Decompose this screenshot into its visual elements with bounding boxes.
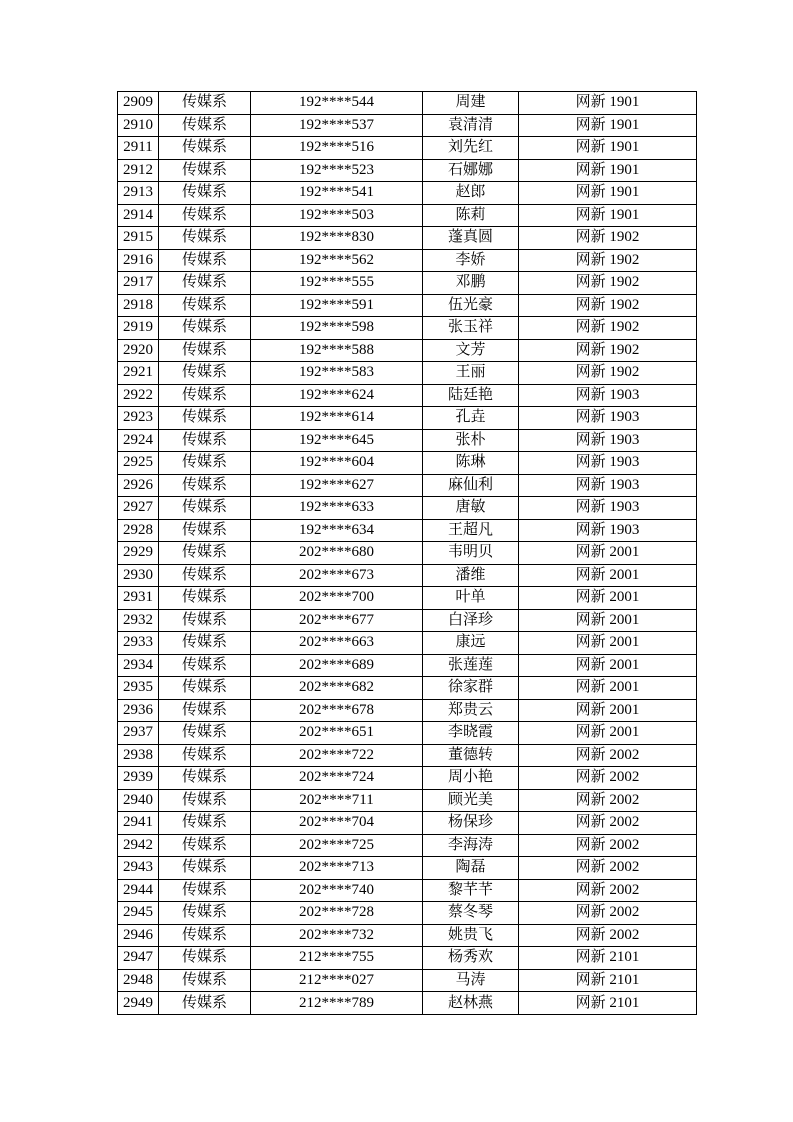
cell-no: 2929 (118, 542, 159, 565)
table-row (118, 249, 697, 272)
cell-class: 网新 2001 (519, 699, 697, 722)
cell-no: 2916 (118, 249, 159, 272)
cell-dept: 传媒系 (159, 159, 251, 182)
student-roster-table (117, 91, 697, 1015)
cell-name: 张莲莲 (423, 654, 519, 677)
cell-dept: 传媒系 (159, 317, 251, 340)
cell-no: 2921 (118, 362, 159, 385)
cell-dept: 传媒系 (159, 204, 251, 227)
table-row (118, 429, 697, 452)
cell-no: 2933 (118, 632, 159, 655)
table-row (118, 92, 697, 115)
cell-no: 2946 (118, 924, 159, 947)
cell-name: 邓鹏 (423, 272, 519, 295)
cell-name: 李晓霞 (423, 722, 519, 745)
cell-name: 王丽 (423, 362, 519, 385)
table-row (118, 992, 697, 1015)
cell-dept: 传媒系 (159, 407, 251, 430)
cell-name: 潘维 (423, 564, 519, 587)
cell-id: 202****651 (251, 722, 423, 745)
cell-id: 192****544 (251, 92, 423, 115)
table-row (118, 362, 697, 385)
cell-id: 212****027 (251, 969, 423, 992)
cell-name: 董德转 (423, 744, 519, 767)
cell-no: 2913 (118, 182, 159, 205)
cell-no: 2914 (118, 204, 159, 227)
cell-name: 康远 (423, 632, 519, 655)
cell-class: 网新 2101 (519, 969, 697, 992)
cell-class: 网新 2001 (519, 609, 697, 632)
cell-name: 孔垚 (423, 407, 519, 430)
table-row (118, 497, 697, 520)
cell-class: 网新 2002 (519, 767, 697, 790)
cell-dept: 传媒系 (159, 632, 251, 655)
cell-id: 192****583 (251, 362, 423, 385)
table-row (118, 407, 697, 430)
cell-id: 212****755 (251, 947, 423, 970)
cell-dept: 传媒系 (159, 587, 251, 610)
cell-name: 蔡冬琴 (423, 902, 519, 925)
cell-id: 192****588 (251, 339, 423, 362)
cell-no: 2934 (118, 654, 159, 677)
cell-class: 网新 1903 (519, 497, 697, 520)
cell-name: 徐家群 (423, 677, 519, 700)
cell-id: 192****614 (251, 407, 423, 430)
cell-name: 唐敏 (423, 497, 519, 520)
cell-class: 网新 1902 (519, 339, 697, 362)
table-row (118, 294, 697, 317)
cell-id: 202****680 (251, 542, 423, 565)
cell-dept: 传媒系 (159, 384, 251, 407)
cell-no: 2932 (118, 609, 159, 632)
cell-name: 叶单 (423, 587, 519, 610)
cell-no: 2928 (118, 519, 159, 542)
cell-class: 网新 1902 (519, 317, 697, 340)
cell-no: 2942 (118, 834, 159, 857)
cell-id: 202****713 (251, 857, 423, 880)
cell-name: 李娇 (423, 249, 519, 272)
cell-id: 192****830 (251, 227, 423, 250)
cell-name: 陶磊 (423, 857, 519, 880)
cell-no: 2931 (118, 587, 159, 610)
table-row (118, 902, 697, 925)
cell-id: 192****537 (251, 114, 423, 137)
table-row (118, 317, 697, 340)
table-row (118, 699, 697, 722)
table-body (118, 92, 697, 1015)
cell-dept: 传媒系 (159, 677, 251, 700)
cell-no: 2927 (118, 497, 159, 520)
cell-class: 网新 1901 (519, 114, 697, 137)
cell-class: 网新 2001 (519, 564, 697, 587)
cell-class: 网新 1901 (519, 159, 697, 182)
cell-dept: 传媒系 (159, 137, 251, 160)
cell-id: 202****704 (251, 812, 423, 835)
cell-id: 192****516 (251, 137, 423, 160)
cell-id: 192****627 (251, 474, 423, 497)
cell-no: 2910 (118, 114, 159, 137)
cell-class: 网新 1901 (519, 137, 697, 160)
cell-dept: 传媒系 (159, 812, 251, 835)
cell-id: 192****645 (251, 429, 423, 452)
cell-dept: 传媒系 (159, 722, 251, 745)
cell-class: 网新 1902 (519, 362, 697, 385)
table-row (118, 137, 697, 160)
cell-class: 网新 2001 (519, 632, 697, 655)
table-row (118, 677, 697, 700)
cell-no: 2949 (118, 992, 159, 1015)
cell-id: 192****503 (251, 204, 423, 227)
table-row (118, 114, 697, 137)
cell-name: 陈琳 (423, 452, 519, 475)
cell-class: 网新 1903 (519, 474, 697, 497)
cell-name: 文芳 (423, 339, 519, 362)
cell-name: 马涛 (423, 969, 519, 992)
cell-no: 2944 (118, 879, 159, 902)
cell-no: 2937 (118, 722, 159, 745)
cell-no: 2940 (118, 789, 159, 812)
cell-class: 网新 1901 (519, 92, 697, 115)
cell-id: 202****700 (251, 587, 423, 610)
cell-id: 192****633 (251, 497, 423, 520)
cell-name: 刘先红 (423, 137, 519, 160)
cell-dept: 传媒系 (159, 429, 251, 452)
cell-dept: 传媒系 (159, 542, 251, 565)
cell-dept: 传媒系 (159, 227, 251, 250)
cell-id: 192****562 (251, 249, 423, 272)
cell-id: 202****711 (251, 789, 423, 812)
cell-name: 姚贵飞 (423, 924, 519, 947)
cell-id: 202****678 (251, 699, 423, 722)
table-row (118, 857, 697, 880)
cell-name: 伍光豪 (423, 294, 519, 317)
table-row (118, 947, 697, 970)
cell-name: 张玉祥 (423, 317, 519, 340)
cell-class: 网新 2002 (519, 924, 697, 947)
cell-name: 麻仙利 (423, 474, 519, 497)
cell-no: 2922 (118, 384, 159, 407)
cell-id: 192****598 (251, 317, 423, 340)
cell-dept: 传媒系 (159, 609, 251, 632)
cell-no: 2926 (118, 474, 159, 497)
table-row (118, 722, 697, 745)
cell-no: 2947 (118, 947, 159, 970)
cell-name: 石娜娜 (423, 159, 519, 182)
cell-id: 202****725 (251, 834, 423, 857)
cell-class: 网新 2001 (519, 542, 697, 565)
cell-no: 2930 (118, 564, 159, 587)
cell-dept: 传媒系 (159, 564, 251, 587)
cell-dept: 传媒系 (159, 992, 251, 1015)
cell-dept: 传媒系 (159, 497, 251, 520)
cell-no: 2912 (118, 159, 159, 182)
table-row (118, 204, 697, 227)
cell-name: 韦明贝 (423, 542, 519, 565)
table-row (118, 182, 697, 205)
cell-no: 2915 (118, 227, 159, 250)
cell-class: 网新 1903 (519, 384, 697, 407)
cell-dept: 传媒系 (159, 452, 251, 475)
cell-no: 2941 (118, 812, 159, 835)
table-row (118, 519, 697, 542)
cell-id: 192****604 (251, 452, 423, 475)
cell-no: 2917 (118, 272, 159, 295)
cell-class: 网新 2002 (519, 834, 697, 857)
cell-class: 网新 2002 (519, 744, 697, 767)
cell-dept: 传媒系 (159, 924, 251, 947)
cell-class: 网新 1903 (519, 519, 697, 542)
cell-dept: 传媒系 (159, 249, 251, 272)
cell-dept: 传媒系 (159, 902, 251, 925)
cell-id: 202****663 (251, 632, 423, 655)
table-row (118, 834, 697, 857)
cell-name: 赵林燕 (423, 992, 519, 1015)
cell-id: 202****732 (251, 924, 423, 947)
cell-class: 网新 2001 (519, 677, 697, 700)
cell-id: 192****634 (251, 519, 423, 542)
cell-no: 2943 (118, 857, 159, 880)
cell-class: 网新 2002 (519, 789, 697, 812)
cell-dept: 传媒系 (159, 474, 251, 497)
cell-no: 2920 (118, 339, 159, 362)
cell-dept: 传媒系 (159, 969, 251, 992)
cell-no: 2918 (118, 294, 159, 317)
cell-class: 网新 2101 (519, 992, 697, 1015)
cell-class: 网新 1902 (519, 227, 697, 250)
cell-name: 王超凡 (423, 519, 519, 542)
cell-id: 192****624 (251, 384, 423, 407)
cell-no: 2938 (118, 744, 159, 767)
cell-class: 网新 1902 (519, 272, 697, 295)
table-row (118, 542, 697, 565)
cell-no: 2925 (118, 452, 159, 475)
cell-class: 网新 2002 (519, 812, 697, 835)
cell-dept: 传媒系 (159, 654, 251, 677)
table-row (118, 227, 697, 250)
table-row (118, 272, 697, 295)
cell-class: 网新 1903 (519, 452, 697, 475)
cell-id: 202****677 (251, 609, 423, 632)
cell-no: 2923 (118, 407, 159, 430)
cell-dept: 传媒系 (159, 519, 251, 542)
table-row (118, 609, 697, 632)
cell-name: 周小艳 (423, 767, 519, 790)
cell-no: 2948 (118, 969, 159, 992)
cell-name: 杨保珍 (423, 812, 519, 835)
table-row (118, 744, 697, 767)
table-row (118, 452, 697, 475)
cell-class: 网新 2101 (519, 947, 697, 970)
cell-dept: 传媒系 (159, 834, 251, 857)
cell-dept: 传媒系 (159, 362, 251, 385)
table-row (118, 474, 697, 497)
cell-name: 陈莉 (423, 204, 519, 227)
cell-class: 网新 1903 (519, 407, 697, 430)
cell-dept: 传媒系 (159, 182, 251, 205)
cell-dept: 传媒系 (159, 857, 251, 880)
cell-class: 网新 2001 (519, 654, 697, 677)
cell-class: 网新 1902 (519, 249, 697, 272)
cell-dept: 传媒系 (159, 114, 251, 137)
table-row (118, 587, 697, 610)
cell-no: 2909 (118, 92, 159, 115)
cell-no: 2939 (118, 767, 159, 790)
cell-id: 202****722 (251, 744, 423, 767)
cell-id: 202****740 (251, 879, 423, 902)
cell-class: 网新 2001 (519, 722, 697, 745)
cell-dept: 传媒系 (159, 699, 251, 722)
cell-class: 网新 2002 (519, 879, 697, 902)
cell-id: 192****555 (251, 272, 423, 295)
cell-class: 网新 1902 (519, 294, 697, 317)
table-row (118, 879, 697, 902)
cell-id: 202****682 (251, 677, 423, 700)
table-row (118, 767, 697, 790)
cell-name: 顾光美 (423, 789, 519, 812)
cell-id: 202****689 (251, 654, 423, 677)
cell-name: 周建 (423, 92, 519, 115)
cell-name: 赵郎 (423, 182, 519, 205)
cell-dept: 传媒系 (159, 744, 251, 767)
cell-no: 2945 (118, 902, 159, 925)
cell-dept: 传媒系 (159, 947, 251, 970)
cell-dept: 传媒系 (159, 294, 251, 317)
table-row (118, 564, 697, 587)
cell-dept: 传媒系 (159, 789, 251, 812)
cell-dept: 传媒系 (159, 272, 251, 295)
cell-id: 212****789 (251, 992, 423, 1015)
cell-class: 网新 2002 (519, 902, 697, 925)
cell-name: 郑贵云 (423, 699, 519, 722)
cell-name: 陆廷艳 (423, 384, 519, 407)
cell-class: 网新 1903 (519, 429, 697, 452)
cell-name: 李海涛 (423, 834, 519, 857)
cell-name: 杨秀欢 (423, 947, 519, 970)
cell-dept: 传媒系 (159, 767, 251, 790)
cell-name: 黎芊芊 (423, 879, 519, 902)
table-row (118, 159, 697, 182)
cell-class: 网新 1901 (519, 182, 697, 205)
cell-class: 网新 2001 (519, 587, 697, 610)
table-row (118, 924, 697, 947)
cell-id: 192****591 (251, 294, 423, 317)
cell-no: 2936 (118, 699, 159, 722)
cell-no: 2911 (118, 137, 159, 160)
cell-id: 202****724 (251, 767, 423, 790)
cell-name: 白泽珍 (423, 609, 519, 632)
table-row (118, 632, 697, 655)
table-row (118, 812, 697, 835)
cell-dept: 传媒系 (159, 92, 251, 115)
table-row (118, 384, 697, 407)
cell-id: 192****541 (251, 182, 423, 205)
cell-no: 2924 (118, 429, 159, 452)
table-row (118, 789, 697, 812)
cell-id: 202****728 (251, 902, 423, 925)
cell-dept: 传媒系 (159, 339, 251, 362)
cell-class: 网新 2002 (519, 857, 697, 880)
cell-id: 192****523 (251, 159, 423, 182)
cell-id: 202****673 (251, 564, 423, 587)
cell-no: 2935 (118, 677, 159, 700)
cell-class: 网新 1901 (519, 204, 697, 227)
cell-name: 张朴 (423, 429, 519, 452)
cell-name: 袁清清 (423, 114, 519, 137)
table-row (118, 339, 697, 362)
cell-dept: 传媒系 (159, 879, 251, 902)
table-row (118, 654, 697, 677)
table-row (118, 969, 697, 992)
cell-name: 蓬真圆 (423, 227, 519, 250)
cell-no: 2919 (118, 317, 159, 340)
